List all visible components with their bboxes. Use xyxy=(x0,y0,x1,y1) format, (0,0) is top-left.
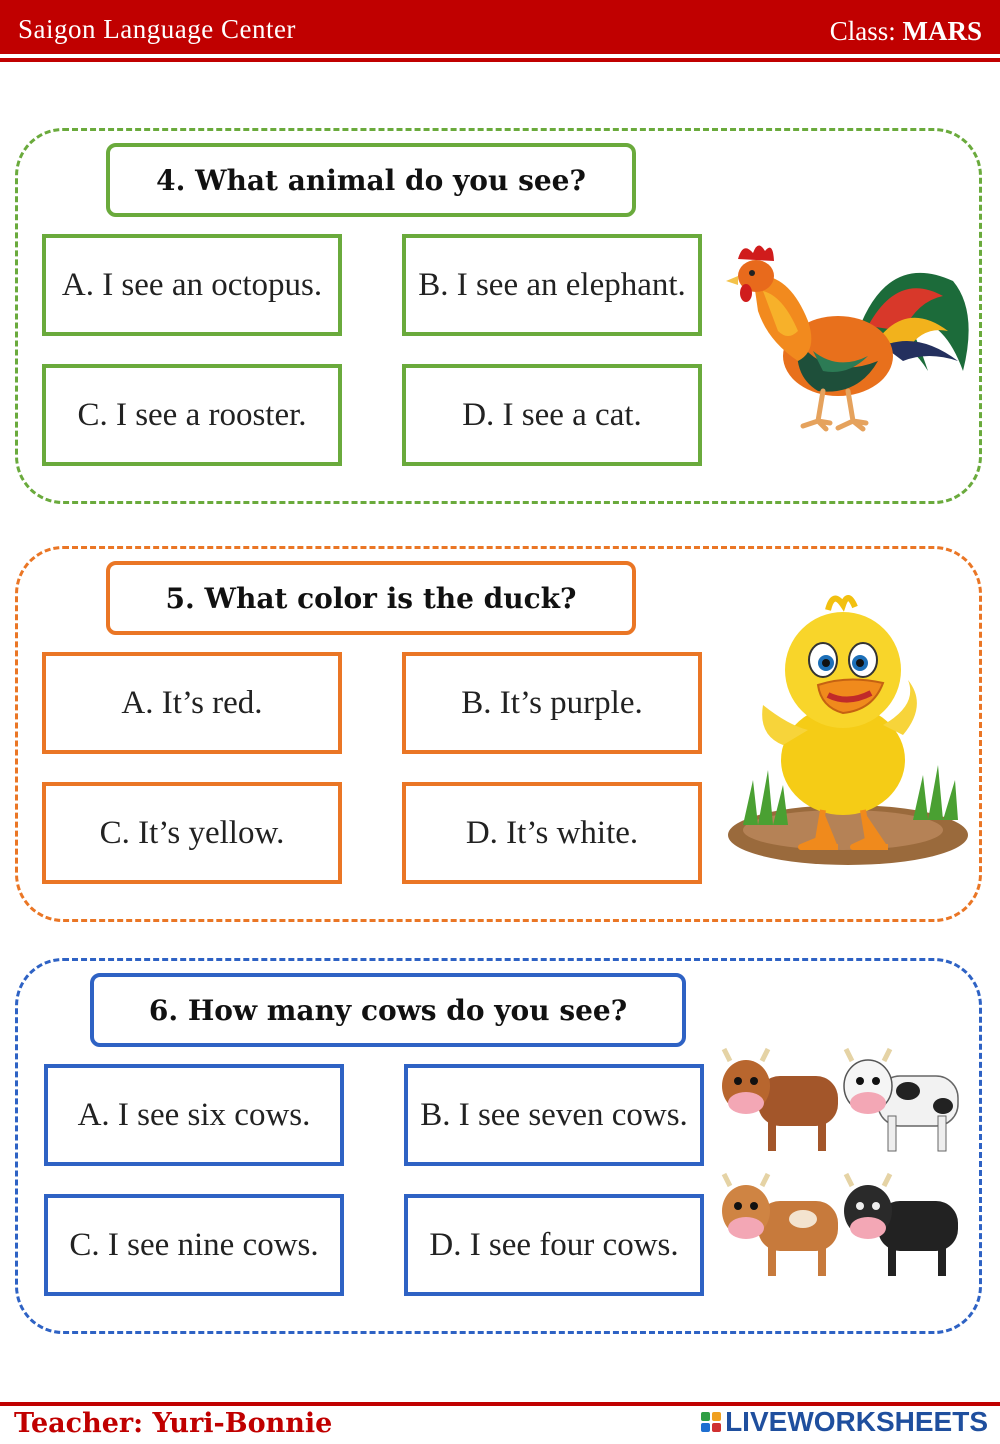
option-d[interactable]: D. I see a cat. xyxy=(402,364,702,466)
cow-icon xyxy=(722,1174,838,1276)
question-title: 6. How many cows do you see? xyxy=(90,973,686,1047)
teacher-name: Teacher: Yuri-Bonnie xyxy=(14,1408,333,1439)
option-a[interactable]: A. It’s red. xyxy=(42,652,342,754)
rooster-illustration xyxy=(718,221,978,436)
brand-logo xyxy=(701,1406,988,1438)
option-a[interactable]: A. I see an octopus. xyxy=(42,234,342,336)
option-a[interactable]: A. I see six cows. xyxy=(44,1064,344,1166)
option-d[interactable]: D. It’s white. xyxy=(402,782,702,884)
option-d[interactable]: D. I see four cows. xyxy=(404,1194,704,1296)
question-section-4 xyxy=(15,128,982,504)
option-c[interactable]: C. I see nine cows. xyxy=(44,1194,344,1296)
class-label: Class: xyxy=(829,16,896,46)
brand-name: LIVEWORKSHEETS xyxy=(725,1406,988,1437)
class-value: MARS xyxy=(902,16,982,46)
cows-illustration xyxy=(718,1041,973,1286)
option-b[interactable]: B. It’s purple. xyxy=(402,652,702,754)
question-section-5 xyxy=(15,546,982,922)
center-name: Saigon Language Center xyxy=(18,14,296,44)
liveworksheets-icon xyxy=(701,1412,721,1432)
option-c[interactable]: C. It’s yellow. xyxy=(42,782,342,884)
header-divider xyxy=(0,58,1000,62)
option-c[interactable]: C. I see a rooster. xyxy=(42,364,342,466)
header-bar xyxy=(0,0,1000,54)
question-title: 5. What color is the duck? xyxy=(106,561,636,635)
cow-icon xyxy=(844,1174,958,1276)
question-section-6 xyxy=(15,958,982,1334)
cow-icon xyxy=(844,1049,958,1151)
question-title: 4. What animal do you see? xyxy=(106,143,636,217)
duck-illustration xyxy=(723,585,973,875)
option-b[interactable]: B. I see seven cows. xyxy=(404,1064,704,1166)
cow-icon xyxy=(722,1049,838,1151)
option-b[interactable]: B. I see an elephant. xyxy=(402,234,702,336)
class-info xyxy=(830,16,982,47)
